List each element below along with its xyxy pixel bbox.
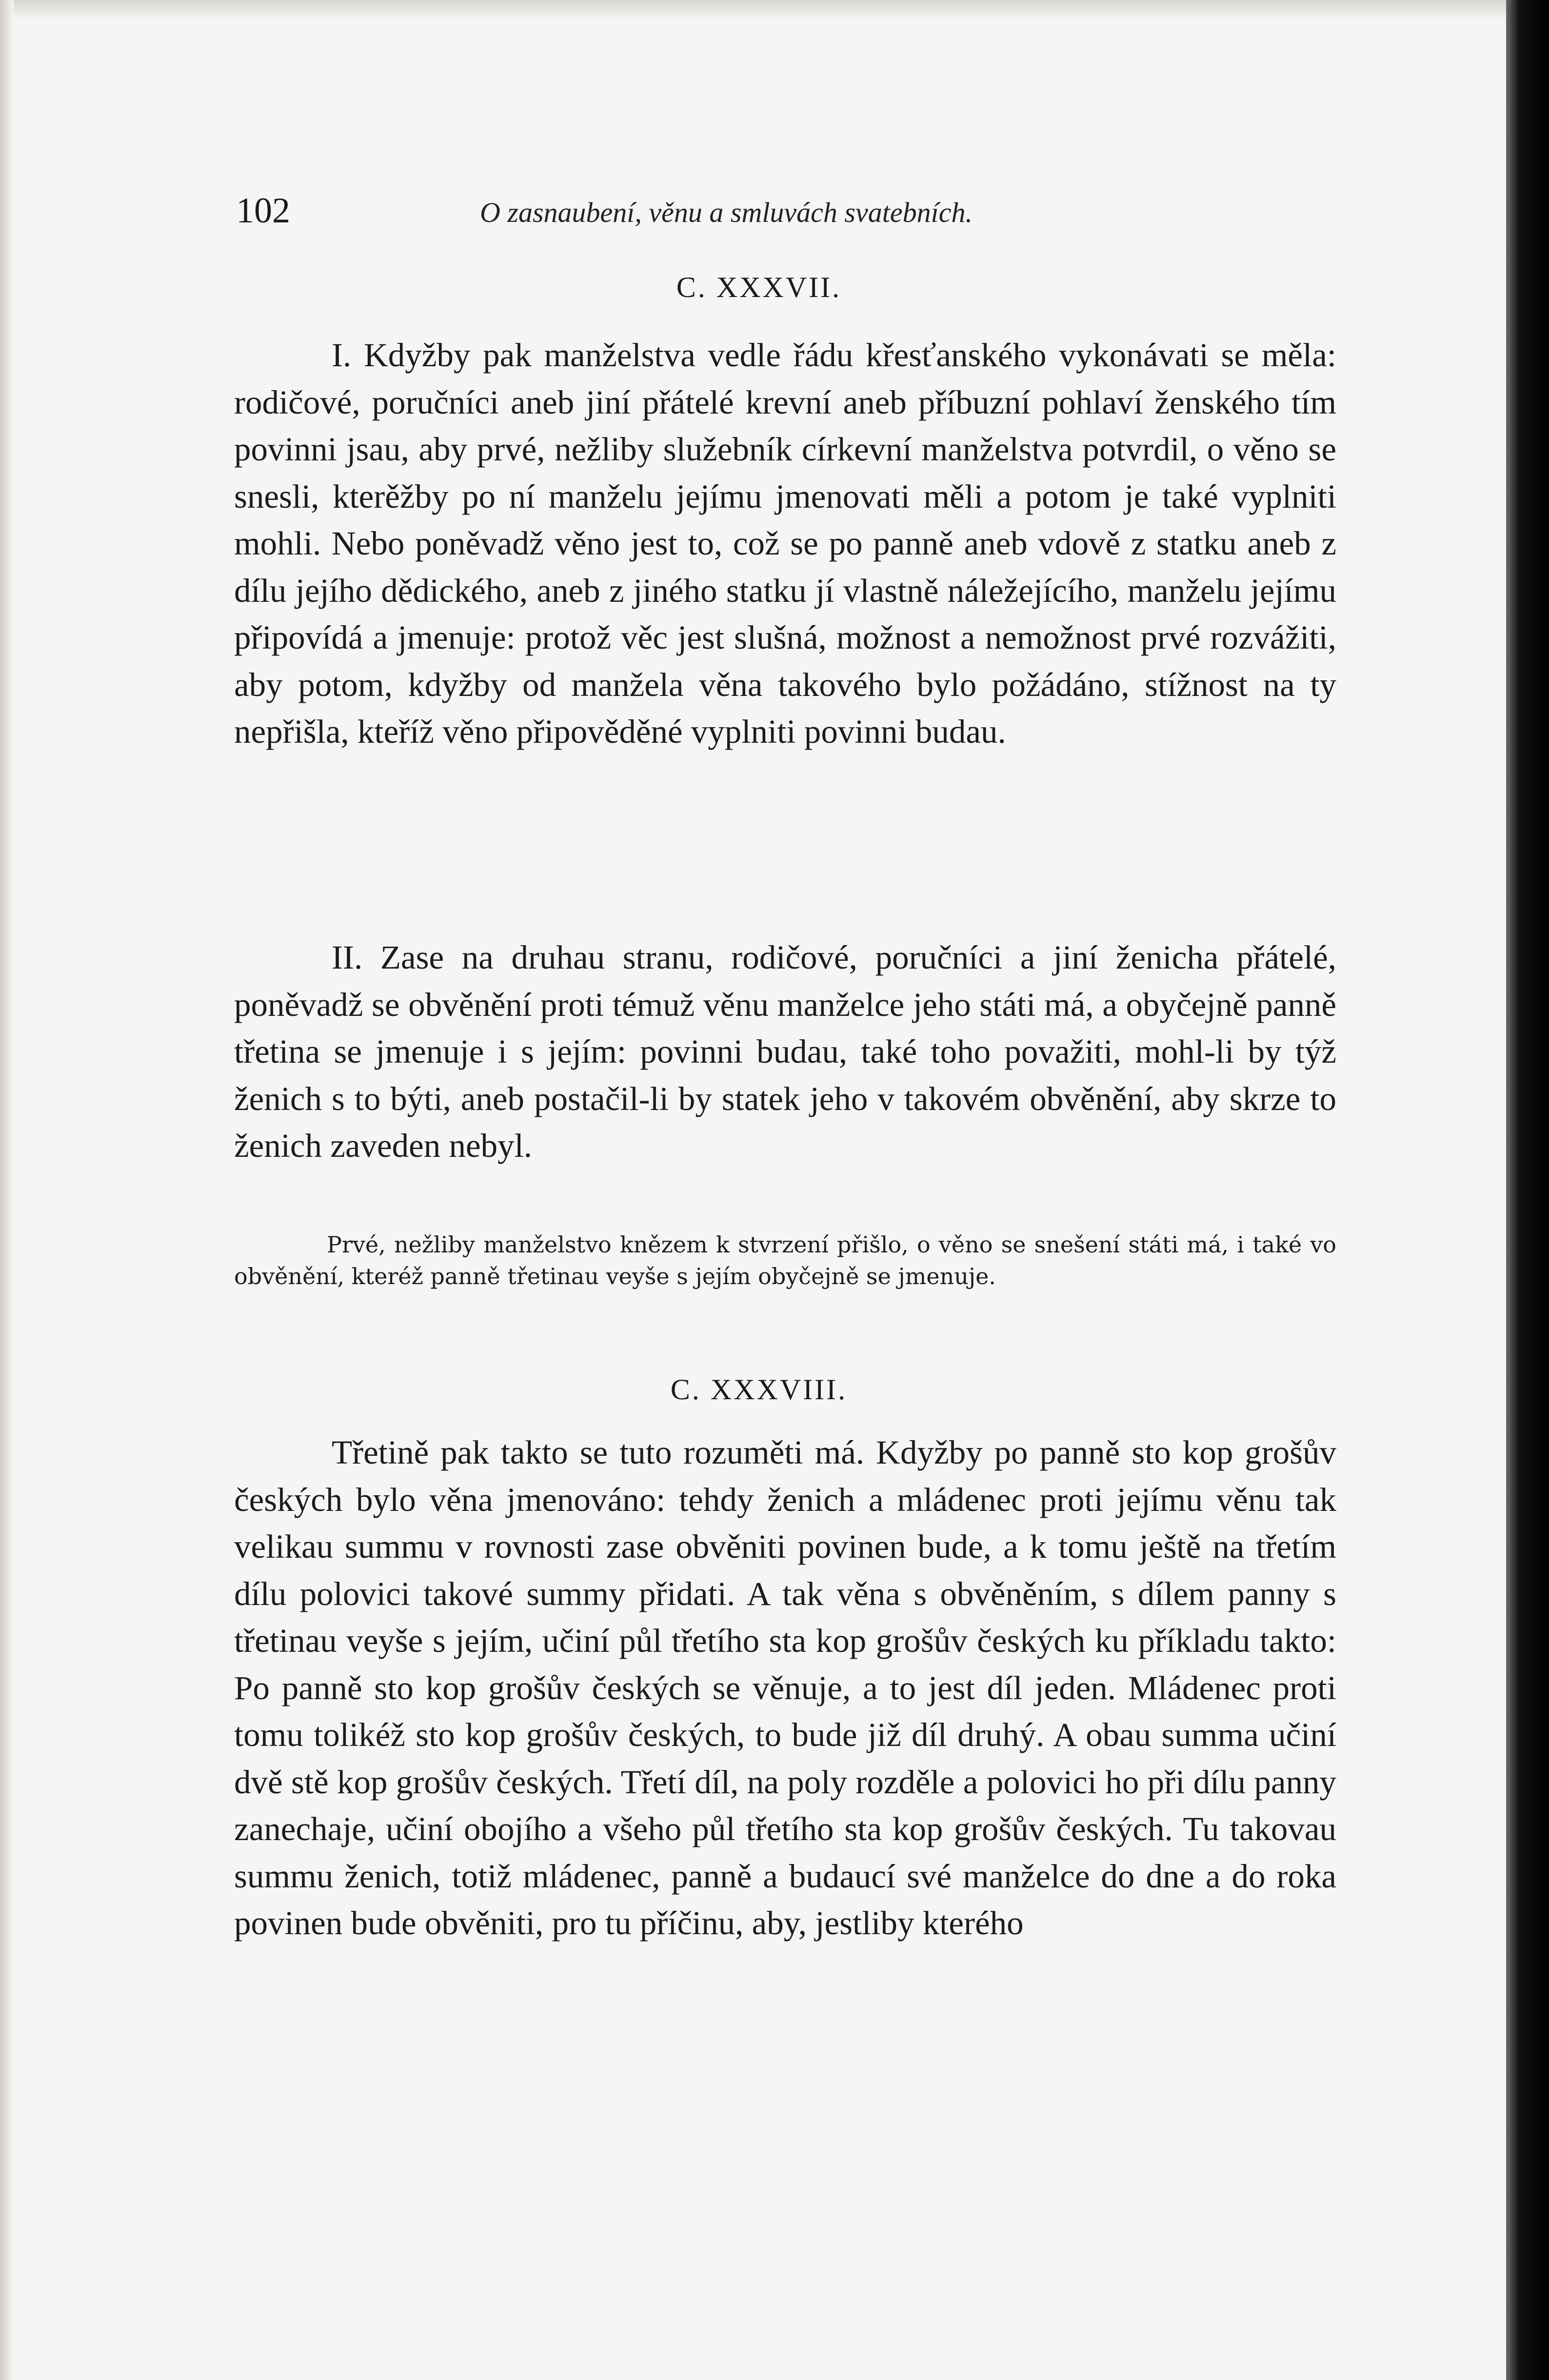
page-header (236, 190, 1333, 244)
section-xxxvii-paragraph-2: II. Zase na druhau stranu, rodičové, poručníci a jiní ženicha přátelé, poněvadž se obvěnění proti témuž věnu manželce jeho státi má, a obyčejně panně třetina se jmenuje i s jejím: povinni budau, také toho považiti, mohl-li by týž ženich s to býti, aneb postačil-li by statek jeho v takovém obvěnění, aby skrze to ženich zaveden nebyl. (234, 939, 1336, 1164)
section-xxxvii-paragraph-1: I. Kdyžby pak manželstva vedle řádu křesťanského vykonávati se měla: rodičové, poručníci aneb jiní přátelé krevní aneb příbuzní pohlaví ženského tím povinni jsau, aby prvé, nežliby služebník církevní manželstva potvrdil, o věno se snesli, kterěžby po ní manželu jejímu jmenovati měli a potom je také vyplniti mohli. Nebo poněvadž věno jest to, což se po panně aneb vdově z statku aneb z dílu jejího dědického, aneb z jiného statku jí vlastně náležejícího, manželu jejímu připovídá a jmenuje: protož věc jest slušná, možnost a nemožnost prvé rozvážiti, aby potom, kdyžby od manžela věna takového bylo požádáno, stížnost na ty nepřišla, kteříž věno připověděné vyplniti povinni budau. (234, 337, 1336, 750)
section-title-xxxvii: C. XXXVII. (676, 271, 842, 303)
section-xxxviii-paragraph-1: Třetině pak takto se tuto rozuměti má. Kdyžby po panně sto kop grošův českých bylo věna jmenováno: tehdy ženich a mládenec proti jejímu věnu tak velikau summu v rovnosti zase obvěniti povinen bude, a k tomu ještě na třetím dílu polovici takové summy přidati. A tak věna s obvěněním, s dílem panny s třetinau veyše s jejím, učiní půl třetího sta kop grošův českých ku příkladu takto: Po panně sto kop grošův českých se věnuje, a to jest díl jeden. Mládenec proti tomu tolikéž sto kop grošův českých, to bude již díl druhý. A obau summa učiní dvě stě kop grošův českých. Třetí díl, na poly rozděle a polovici ho při dílu panny zanechaje, učiní obojího a všeho půl třetího sta kop grošův českých. Tu takovau summu ženich, totiž mládenec, panně a budaucí své manželce do dne a do roka povinen bude obvěniti, pro tu příčinu, aby, jestliby kterého (234, 1434, 1336, 1942)
section-xxxvii-marginal-note: Prvé, nežliby manželstvo knězem k stvrzení přišlo, o věno se snešení státi má, i také vo obvěnění, kteréž panně třetinau veyše s jejím obyčejně se jmenuje. (234, 1231, 1336, 1289)
section-title-xxxviii: C. XXXVIII. (670, 1373, 848, 1406)
book-binding-edge (1506, 0, 1549, 2380)
page-number: 102 (236, 191, 290, 231)
running-title: O zasnaubení, věnu a smluvách svatebních. (480, 197, 973, 228)
page-left-edge (0, 0, 14, 2380)
page-top-edge (0, 0, 1518, 20)
